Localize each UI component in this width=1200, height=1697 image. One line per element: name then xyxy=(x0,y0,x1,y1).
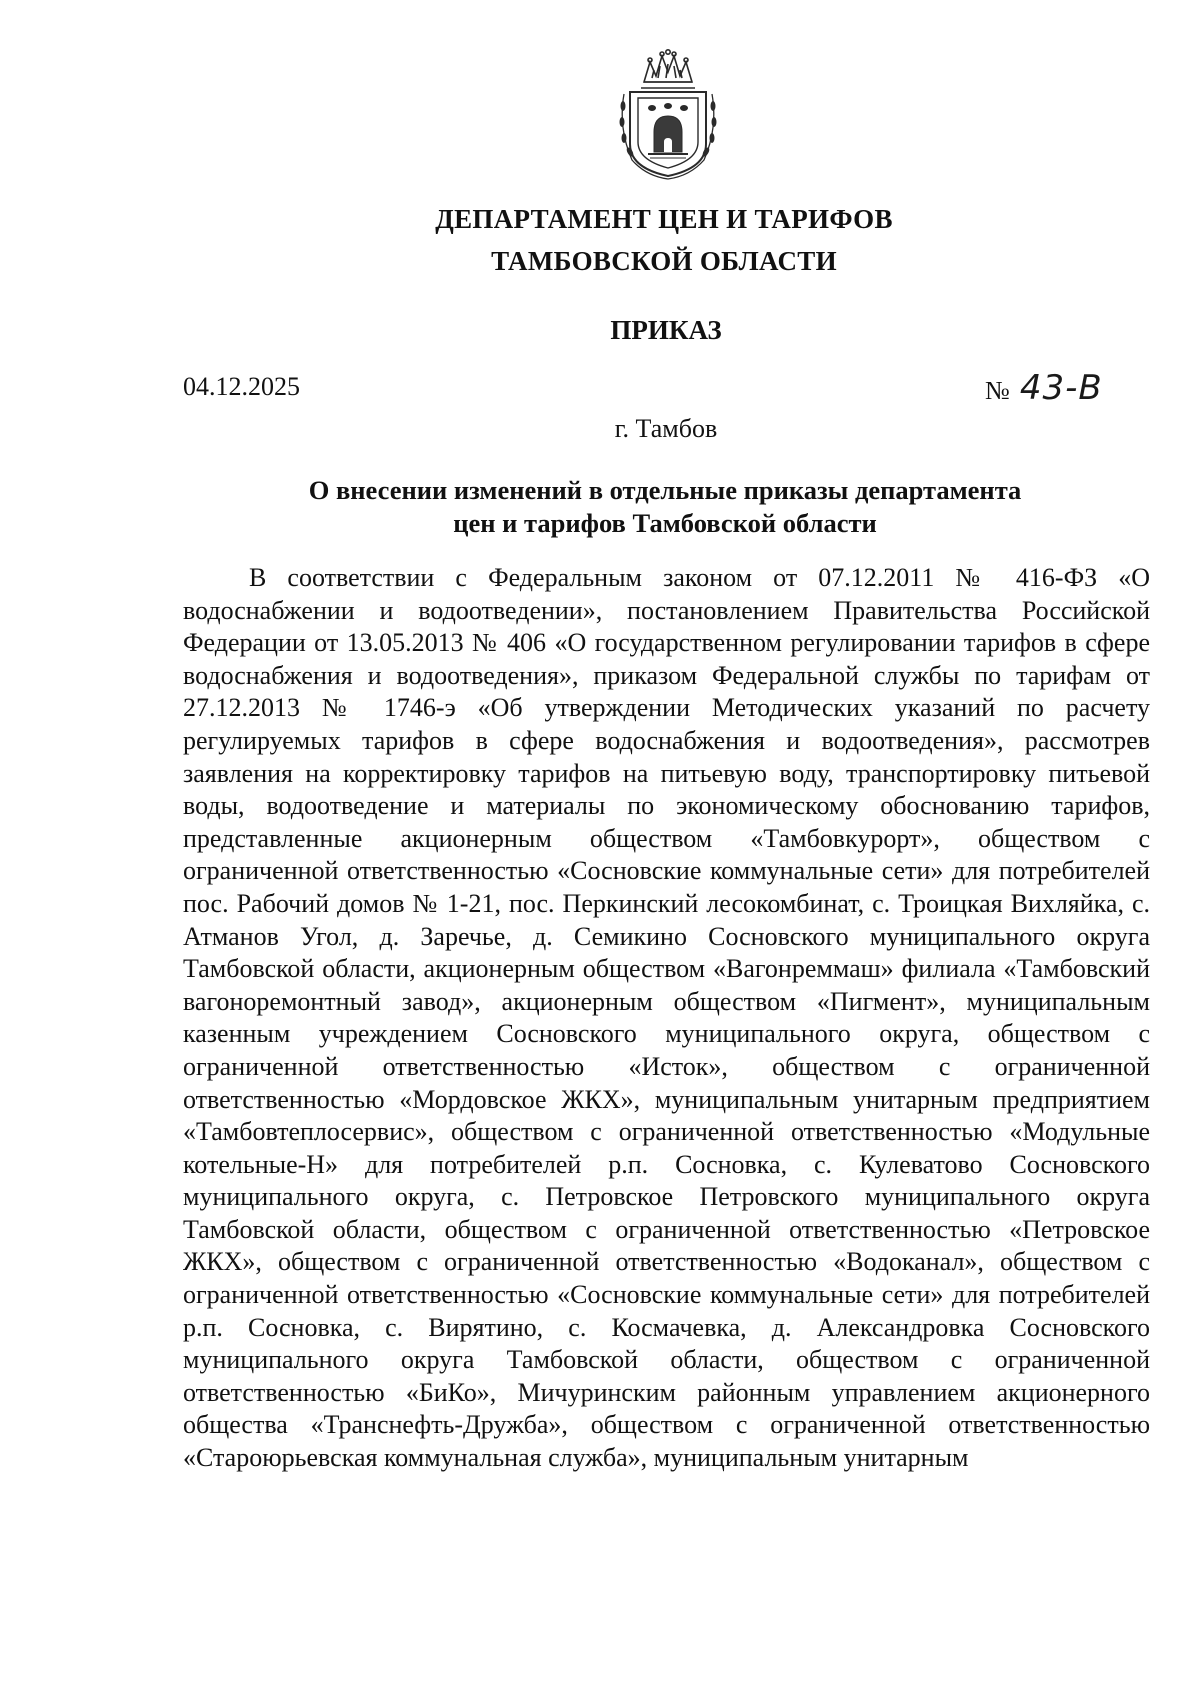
coat-of-arms-icon xyxy=(614,48,722,180)
document-date: 04.12.2025 xyxy=(183,372,300,401)
handwritten-number: 43-В xyxy=(1019,368,1103,408)
document-city: г. Тамбов xyxy=(614,414,718,443)
subject-line1: О внесении изменений в отдельные приказы департамента xyxy=(308,475,1022,505)
document-number xyxy=(985,368,1103,408)
document-subject xyxy=(240,474,1090,540)
body-paragraph: В соответствии с Федеральным законом от 07.12.2011 № 416-ФЗ «О водоснабжении и водоотведении», постановлением Правительства Российской Федерации от 13.05.2013 № 406 «О государственном регулировании тарифов в сфере водоснабжения и водоотведения», приказом Федеральной службы по тарифам от 27.12.2013 № 1746-э «Об утверждении Методических указаний по расчету регулируемых тарифов в сфере водоснабжения и водоотведения», рассмотрев заявления на корректировку тарифов на питьевую воду, транспортировку питьевой воды, водоотведение и материалы по экономическому обоснованию тарифов, представленные акционерным обществом «Тамбовкурорт», обществом с ограниченной ответственностью «Сосновские коммунальные сети» для потребителей пос. Рабочий домов № 1-21, пос. Перкинский лесокомбинат, с. Троицкая Вихляйка, с. Атманов Угол, д. Заречье, д. Семикино Сосновского муниципального округа Тамбовской области, акционерным обществом «Вагонреммаш» филиала «Тамбовский вагоноремонтный завод», акционерным обществом «Пигмент», муниципальным казенным учреждением Сосновского муниципального округа, обществом с ограниченной ответственностью «Исток», обществом с ограниченной ответственностью «Мордовское ЖКХ», муниципальным унитарным предприятием «Тамбовтеплосервис», обществом с ограниченной ответственностью «Модульные котельные-Н» для потребителей р.п. Сосновка, с. Кулеватово Сосновского муниципального округа, с. Петровское Петровского муниципального округа Тамбовской области, обществом с ограниченной ответственностью «Петровское ЖКХ», обществом с ограниченной ответственностью «Водоканал», обществом с ограниченной ответственностью «Сосновские коммунальные сети» для потребителей р.п. Сосновка, с. Вирятино, с. Космачевка, д. Александровка Сосновского муниципального округа Тамбовской области, обществом с ограниченной ответственностью «БиКо», Мичуринским районным управлением акционерного общества «Транснефть-Дружба», обществом с ограниченной ответственностью «Староюрьевская коммунальная служба», муниципальным унитарным xyxy=(183,563,1150,1473)
department-name-line2: ТАМБОВСКОЙ ОБЛАСТИ xyxy=(491,246,837,276)
number-sign: № xyxy=(985,376,1010,405)
document-type-title: ПРИКАЗ xyxy=(610,315,722,345)
department-name-line1: ДЕПАРТАМЕНТ ЦЕН И ТАРИФОВ xyxy=(435,204,893,234)
subject-line2: цен и тарифов Тамбовской области xyxy=(453,508,877,538)
